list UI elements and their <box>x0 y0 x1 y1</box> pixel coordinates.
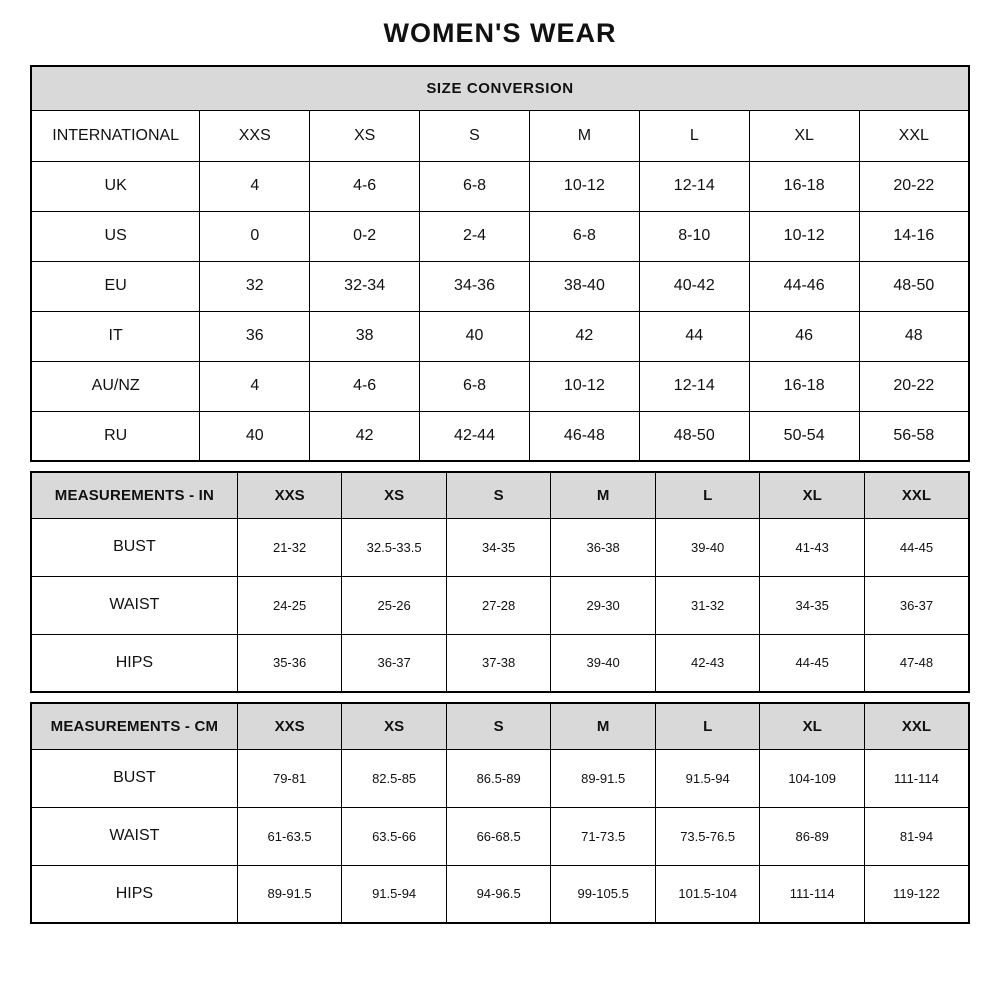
measurement-value-cell: 44-45 <box>760 634 865 692</box>
measurement-value-cell: 111-114 <box>760 865 865 923</box>
size-value-cell: 40-42 <box>639 261 749 311</box>
table-row <box>31 411 969 461</box>
measurement-value-cell: 42-43 <box>655 634 760 692</box>
measurement-value-cell: 91.5-94 <box>655 749 760 807</box>
table-row <box>31 261 969 311</box>
measurement-value-cell: 32.5-33.5 <box>342 518 447 576</box>
size-col-header: S <box>420 110 530 161</box>
size-value-cell: 42-44 <box>420 411 530 461</box>
size-value-cell: 16-18 <box>749 361 859 411</box>
size-value-cell: 4 <box>200 361 310 411</box>
measurement-value-cell: 34-35 <box>760 576 865 634</box>
measurement-value-cell: 89-91.5 <box>551 749 656 807</box>
region-col-header: INTERNATIONAL <box>31 110 200 161</box>
measurements-cm-body <box>31 703 969 923</box>
measurement-label-cell: WAIST <box>31 576 237 634</box>
measurement-value-cell: 89-91.5 <box>237 865 342 923</box>
region-label-cell: EU <box>31 261 200 311</box>
table-row <box>31 311 969 361</box>
table-row <box>31 634 969 692</box>
size-value-cell: 48-50 <box>859 261 969 311</box>
size-col-header: XS <box>310 110 420 161</box>
measurements-size-header: XXL <box>864 703 969 749</box>
region-label-cell: IT <box>31 311 200 361</box>
measurement-value-cell: 61-63.5 <box>237 807 342 865</box>
size-col-header: XXL <box>859 110 969 161</box>
size-value-cell: 4-6 <box>310 361 420 411</box>
measurement-value-cell: 39-40 <box>551 634 656 692</box>
measurement-value-cell: 94-96.5 <box>446 865 551 923</box>
size-value-cell: 20-22 <box>859 361 969 411</box>
size-value-cell: 32 <box>200 261 310 311</box>
banner-row <box>31 66 969 110</box>
measurement-value-cell: 36-37 <box>864 576 969 634</box>
size-conversion-banner: SIZE CONVERSION <box>31 66 969 110</box>
size-value-cell: 4-6 <box>310 161 420 211</box>
measurement-value-cell: 104-109 <box>760 749 865 807</box>
measurement-value-cell: 66-68.5 <box>446 807 551 865</box>
measurement-value-cell: 36-38 <box>551 518 656 576</box>
measurement-value-cell: 71-73.5 <box>551 807 656 865</box>
measurements-title-header: MEASUREMENTS - CM <box>31 703 237 749</box>
size-value-cell: 6-8 <box>529 211 639 261</box>
size-value-cell: 48-50 <box>639 411 749 461</box>
measurement-label-cell: BUST <box>31 518 237 576</box>
size-value-cell: 0 <box>200 211 310 261</box>
measurement-value-cell: 111-114 <box>864 749 969 807</box>
measurement-value-cell: 35-36 <box>237 634 342 692</box>
measurements-size-header: XXL <box>864 472 969 518</box>
measurement-value-cell: 24-25 <box>237 576 342 634</box>
size-value-cell: 14-16 <box>859 211 969 261</box>
size-value-cell: 32-34 <box>310 261 420 311</box>
size-value-cell: 36 <box>200 311 310 361</box>
measurement-value-cell: 86-89 <box>760 807 865 865</box>
size-value-cell: 56-58 <box>859 411 969 461</box>
measurement-label-cell: HIPS <box>31 634 237 692</box>
table-row <box>31 865 969 923</box>
measurements-title-header: MEASUREMENTS - IN <box>31 472 237 518</box>
measurements-size-header: L <box>655 472 760 518</box>
measurements-size-header: XL <box>760 472 865 518</box>
size-value-cell: 38-40 <box>529 261 639 311</box>
measurement-value-cell: 44-45 <box>864 518 969 576</box>
measurements-size-header: XXS <box>237 703 342 749</box>
size-value-cell: 10-12 <box>749 211 859 261</box>
size-col-header: XXS <box>200 110 310 161</box>
measurements-in-table <box>30 471 970 693</box>
size-value-cell: 42 <box>529 311 639 361</box>
size-value-cell: 0-2 <box>310 211 420 261</box>
size-value-cell: 50-54 <box>749 411 859 461</box>
size-value-cell: 8-10 <box>639 211 749 261</box>
measurements-size-header: S <box>446 703 551 749</box>
measurements-size-header: XXS <box>237 472 342 518</box>
size-value-cell: 34-36 <box>420 261 530 311</box>
page-title: WOMEN'S WEAR <box>383 18 617 48</box>
measurements-size-header: M <box>551 703 656 749</box>
table-row <box>31 211 969 261</box>
table-row <box>31 161 969 211</box>
size-value-cell: 10-12 <box>529 161 639 211</box>
measurements-size-header: XS <box>342 472 447 518</box>
measurement-value-cell: 39-40 <box>655 518 760 576</box>
measurements-header-row <box>31 703 969 749</box>
size-value-cell: 2-4 <box>420 211 530 261</box>
measurement-value-cell: 73.5-76.5 <box>655 807 760 865</box>
measurement-value-cell: 27-28 <box>446 576 551 634</box>
size-col-header: M <box>529 110 639 161</box>
measurement-value-cell: 36-37 <box>342 634 447 692</box>
measurement-value-cell: 101.5-104 <box>655 865 760 923</box>
measurement-value-cell: 31-32 <box>655 576 760 634</box>
measurement-value-cell: 79-81 <box>237 749 342 807</box>
measurements-size-header: L <box>655 703 760 749</box>
size-value-cell: 6-8 <box>420 161 530 211</box>
measurement-value-cell: 41-43 <box>760 518 865 576</box>
size-value-cell: 6-8 <box>420 361 530 411</box>
measurements-header-row <box>31 472 969 518</box>
size-value-cell: 12-14 <box>639 161 749 211</box>
size-value-cell: 44-46 <box>749 261 859 311</box>
size-value-cell: 16-18 <box>749 161 859 211</box>
size-chart-page <box>30 0 970 924</box>
measurement-label-cell: HIPS <box>31 865 237 923</box>
region-label-cell: RU <box>31 411 200 461</box>
table-row <box>31 749 969 807</box>
measurement-value-cell: 29-30 <box>551 576 656 634</box>
measurement-value-cell: 82.5-85 <box>342 749 447 807</box>
measurement-value-cell: 91.5-94 <box>342 865 447 923</box>
size-value-cell: 48 <box>859 311 969 361</box>
region-label-cell: UK <box>31 161 200 211</box>
measurements-size-header: M <box>551 472 656 518</box>
size-value-cell: 4 <box>200 161 310 211</box>
measurements-size-header: XS <box>342 703 447 749</box>
size-value-cell: 42 <box>310 411 420 461</box>
size-value-cell: 20-22 <box>859 161 969 211</box>
table-row <box>31 807 969 865</box>
size-value-cell: 44 <box>639 311 749 361</box>
measurement-value-cell: 99-105.5 <box>551 865 656 923</box>
measurements-size-header: XL <box>760 703 865 749</box>
measurement-value-cell: 63.5-66 <box>342 807 447 865</box>
measurement-value-cell: 81-94 <box>864 807 969 865</box>
measurement-value-cell: 86.5-89 <box>446 749 551 807</box>
size-col-header: XL <box>749 110 859 161</box>
measurement-value-cell: 119-122 <box>864 865 969 923</box>
measurement-label-cell: WAIST <box>31 807 237 865</box>
measurements-size-header: S <box>446 472 551 518</box>
size-value-cell: 40 <box>200 411 310 461</box>
region-label-cell: US <box>31 211 200 261</box>
column-header-row <box>31 110 969 161</box>
measurements-in-body <box>31 472 969 692</box>
region-label-cell: AU/NZ <box>31 361 200 411</box>
size-value-cell: 12-14 <box>639 361 749 411</box>
measurement-value-cell: 47-48 <box>864 634 969 692</box>
size-value-cell: 46 <box>749 311 859 361</box>
table-row <box>31 361 969 411</box>
size-value-cell: 46-48 <box>529 411 639 461</box>
table-row <box>31 576 969 634</box>
measurement-value-cell: 37-38 <box>446 634 551 692</box>
measurement-value-cell: 21-32 <box>237 518 342 576</box>
measurement-value-cell: 25-26 <box>342 576 447 634</box>
size-conversion-body <box>31 66 969 461</box>
size-value-cell: 40 <box>420 311 530 361</box>
table-row <box>31 518 969 576</box>
measurement-label-cell: BUST <box>31 749 237 807</box>
size-col-header: L <box>639 110 749 161</box>
measurement-value-cell: 34-35 <box>446 518 551 576</box>
size-value-cell: 38 <box>310 311 420 361</box>
size-value-cell: 10-12 <box>529 361 639 411</box>
size-conversion-table <box>30 65 970 462</box>
measurements-cm-table <box>30 702 970 924</box>
